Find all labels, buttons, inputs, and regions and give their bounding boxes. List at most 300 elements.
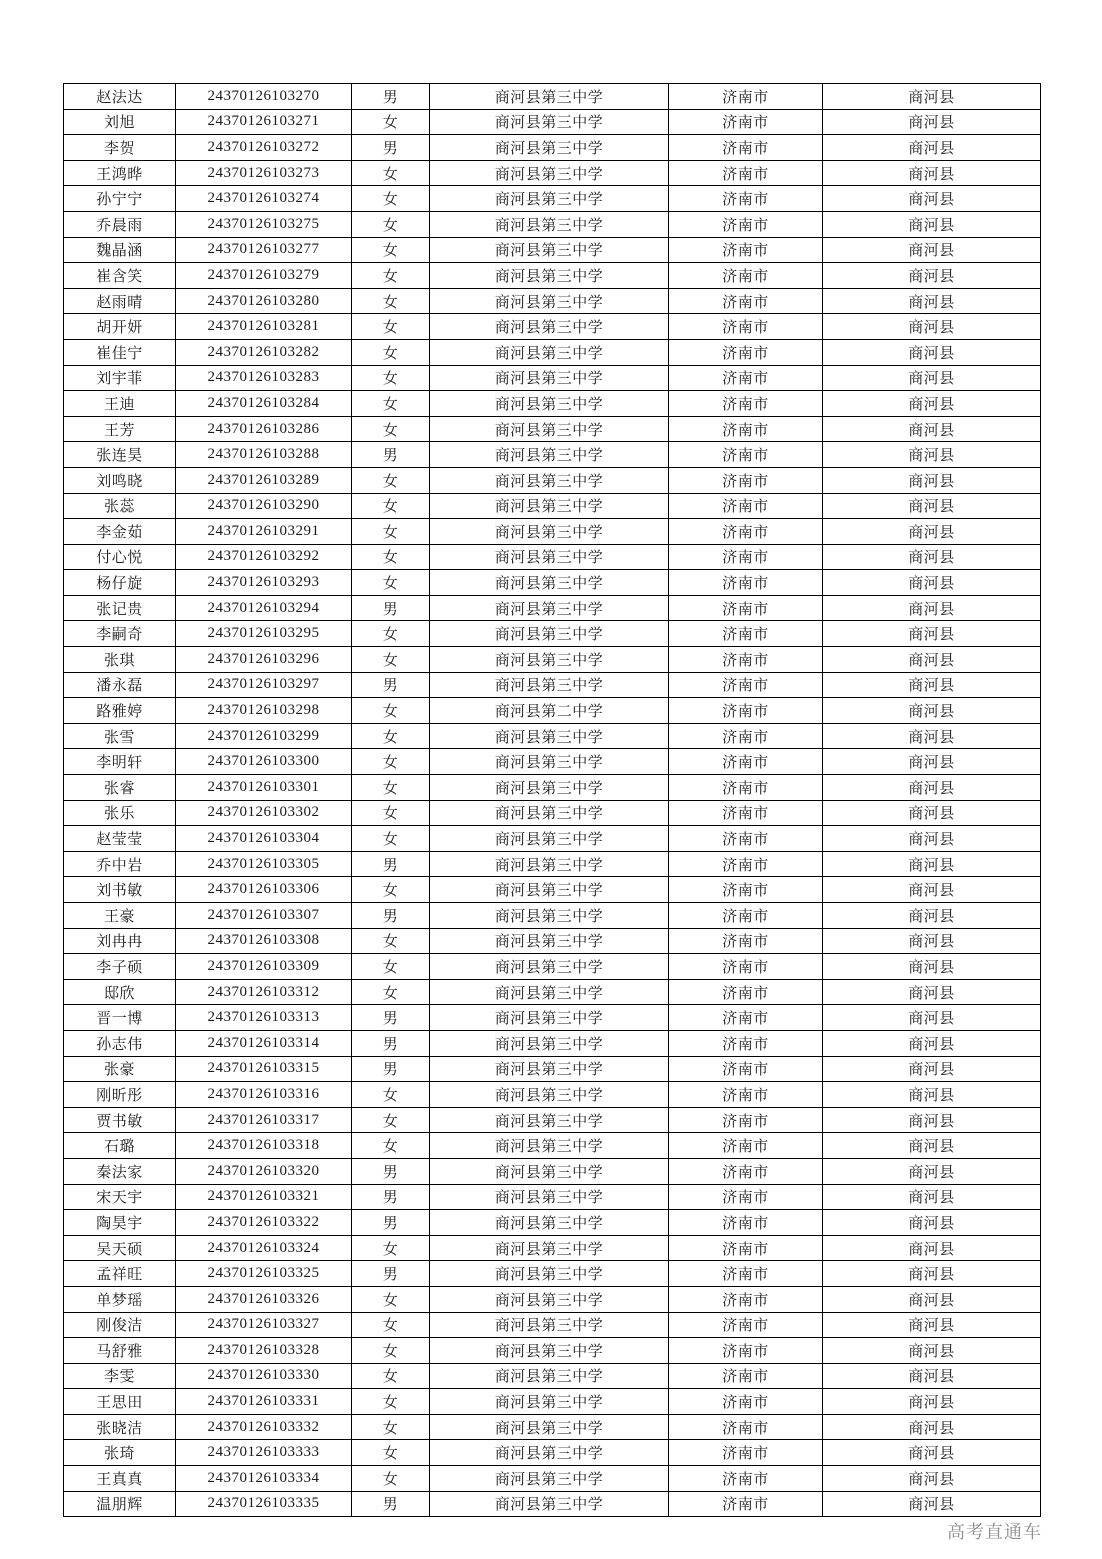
cell-name: 杨仔旋 [64,570,176,596]
cell-gender: 男 [352,1030,430,1056]
table-row [64,1107,1041,1133]
cell-county: 商河县 [823,1056,1041,1082]
cell-id_number: 24370126103275 [176,211,352,237]
cell-gender: 女 [352,1107,430,1133]
cell-city: 济南市 [669,800,823,826]
cell-name: 刚俊洁 [64,1312,176,1338]
cell-id_number: 24370126103282 [176,339,352,365]
cell-name: 潘永磊 [64,672,176,698]
cell-id_number: 24370126103280 [176,288,352,314]
cell-name: 秦法家 [64,1158,176,1184]
table-row [64,954,1041,980]
cell-gender: 男 [352,903,430,929]
cell-gender: 女 [352,1389,430,1415]
cell-id_number: 24370126103325 [176,1261,352,1287]
cell-name: 王豪 [64,903,176,929]
cell-county: 商河县 [823,1363,1041,1389]
cell-gender: 女 [352,723,430,749]
cell-school: 商河县第三中学 [430,1338,669,1364]
cell-city: 济南市 [669,237,823,263]
cell-city: 济南市 [669,186,823,212]
cell-name: 马舒雅 [64,1338,176,1364]
cell-school: 商河县第三中学 [430,1158,669,1184]
cell-school: 商河县第三中学 [430,442,669,468]
cell-name: 乔晨雨 [64,211,176,237]
cell-county: 商河县 [823,493,1041,519]
cell-county: 商河县 [823,1389,1041,1415]
cell-id_number: 24370126103317 [176,1107,352,1133]
cell-id_number: 24370126103332 [176,1414,352,1440]
cell-school: 商河县第三中学 [430,595,669,621]
cell-county: 商河县 [823,621,1041,647]
cell-city: 济南市 [669,621,823,647]
cell-school: 商河县第三中学 [430,288,669,314]
cell-name: 张连昊 [64,442,176,468]
cell-gender: 女 [352,647,430,673]
cell-city: 济南市 [669,1261,823,1287]
cell-county: 商河县 [823,1107,1041,1133]
table-row [64,1466,1041,1492]
cell-gender: 女 [352,160,430,186]
cell-county: 商河县 [823,1338,1041,1364]
cell-city: 济南市 [669,416,823,442]
cell-name: 李贺 [64,135,176,161]
table-row [64,263,1041,289]
cell-name: 张蕊 [64,493,176,519]
cell-county: 商河县 [823,1082,1041,1108]
cell-school: 商河县第三中学 [430,954,669,980]
cell-county: 商河县 [823,1133,1041,1159]
cell-name: 邸欣 [64,979,176,1005]
cell-city: 济南市 [669,1082,823,1108]
cell-city: 济南市 [669,570,823,596]
cell-school: 商河县第三中学 [430,519,669,545]
cell-city: 济南市 [669,135,823,161]
cell-id_number: 24370126103297 [176,672,352,698]
cell-school: 商河县第三中学 [430,1414,669,1440]
student-table-body [64,84,1041,1517]
table-row [64,698,1041,724]
cell-id_number: 24370126103333 [176,1440,352,1466]
cell-county: 商河县 [823,160,1041,186]
cell-county: 商河县 [823,314,1041,340]
cell-gender: 女 [352,211,430,237]
table-row [64,903,1041,929]
cell-name: 张记贵 [64,595,176,621]
table-row [64,1082,1041,1108]
cell-school: 商河县第三中学 [430,263,669,289]
cell-city: 济南市 [669,1158,823,1184]
cell-gender: 女 [352,493,430,519]
cell-city: 济南市 [669,954,823,980]
cell-city: 济南市 [669,314,823,340]
cell-county: 商河县 [823,467,1041,493]
cell-school: 商河县第三中学 [430,903,669,929]
table-row [64,595,1041,621]
cell-id_number: 24370126103290 [176,493,352,519]
cell-id_number: 24370126103299 [176,723,352,749]
table-row [64,519,1041,545]
cell-city: 济南市 [669,826,823,852]
cell-school: 商河县第三中学 [430,826,669,852]
cell-id_number: 24370126103295 [176,621,352,647]
cell-id_number: 24370126103334 [176,1466,352,1492]
cell-county: 商河县 [823,1261,1041,1287]
cell-school: 商河县第三中学 [430,1184,669,1210]
cell-gender: 女 [352,1440,430,1466]
cell-city: 济南市 [669,84,823,110]
cell-name: 乔中岩 [64,851,176,877]
cell-school: 商河县第三中学 [430,416,669,442]
cell-city: 济南市 [669,1466,823,1492]
cell-gender: 男 [352,442,430,468]
cell-id_number: 24370126103330 [176,1363,352,1389]
cell-county: 商河县 [823,647,1041,673]
cell-gender: 女 [352,749,430,775]
table-row [64,1235,1041,1261]
cell-school: 商河县第三中学 [430,775,669,801]
cell-school: 商河县第三中学 [430,186,669,212]
cell-city: 济南市 [669,339,823,365]
cell-gender: 女 [352,1312,430,1338]
cell-name: 刘宇菲 [64,365,176,391]
cell-county: 商河县 [823,1466,1041,1492]
cell-name: 张雪 [64,723,176,749]
cell-id_number: 24370126103291 [176,519,352,545]
cell-id_number: 24370126103312 [176,979,352,1005]
cell-school: 商河县第三中学 [430,1440,669,1466]
cell-name: 崔含笑 [64,263,176,289]
cell-id_number: 24370126103273 [176,160,352,186]
cell-city: 济南市 [669,442,823,468]
cell-school: 商河县第三中学 [430,1082,669,1108]
cell-id_number: 24370126103309 [176,954,352,980]
cell-name: 李金茹 [64,519,176,545]
table-row [64,1158,1041,1184]
cell-city: 济南市 [669,1363,823,1389]
cell-gender: 男 [352,1056,430,1082]
table-row [64,1286,1041,1312]
table-row [64,1210,1041,1236]
cell-id_number: 24370126103318 [176,1133,352,1159]
cell-county: 商河县 [823,1440,1041,1466]
cell-county: 商河县 [823,186,1041,212]
cell-id_number: 24370126103283 [176,365,352,391]
cell-school: 商河县第三中学 [430,467,669,493]
cell-school: 商河县第三中学 [430,211,669,237]
cell-gender: 女 [352,775,430,801]
cell-county: 商河县 [823,749,1041,775]
cell-gender: 女 [352,1414,430,1440]
cell-name: 刘旭 [64,109,176,135]
cell-school: 商河县第三中学 [430,1005,669,1031]
cell-school: 商河县第三中学 [430,928,669,954]
table-row [64,211,1041,237]
cell-name: 李嗣奇 [64,621,176,647]
cell-id_number: 24370126103315 [176,1056,352,1082]
cell-school: 商河县第三中学 [430,851,669,877]
cell-city: 济南市 [669,1056,823,1082]
cell-name: 张豪 [64,1056,176,1082]
cell-city: 济南市 [669,263,823,289]
table-row [64,928,1041,954]
cell-city: 济南市 [669,1312,823,1338]
cell-school: 商河县第三中学 [430,1107,669,1133]
cell-county: 商河县 [823,800,1041,826]
cell-id_number: 24370126103327 [176,1312,352,1338]
cell-gender: 女 [352,1466,430,1492]
cell-city: 济南市 [669,775,823,801]
table-row [64,1389,1041,1415]
cell-gender: 女 [352,186,430,212]
cell-school: 商河县第三中学 [430,1056,669,1082]
table-row [64,1312,1041,1338]
table-row [64,416,1041,442]
table-row [64,314,1041,340]
cell-county: 商河县 [823,135,1041,161]
cell-county: 商河县 [823,109,1041,135]
watermark-text: 高考直通车 [947,1522,1042,1542]
table-row [64,544,1041,570]
cell-county: 商河县 [823,903,1041,929]
cell-county: 商河县 [823,595,1041,621]
cell-gender: 女 [352,800,430,826]
cell-gender: 女 [352,928,430,954]
table-row [64,749,1041,775]
cell-school: 商河县第三中学 [430,723,669,749]
cell-name: 吴天硕 [64,1235,176,1261]
cell-county: 商河县 [823,263,1041,289]
cell-gender: 男 [352,851,430,877]
cell-gender: 女 [352,519,430,545]
cell-county: 商河县 [823,519,1041,545]
cell-county: 商河县 [823,1491,1041,1517]
cell-id_number: 24370126103331 [176,1389,352,1415]
cell-school: 商河县第三中学 [430,1466,669,1492]
cell-name: 张晓洁 [64,1414,176,1440]
cell-gender: 女 [352,877,430,903]
cell-school: 商河县第三中学 [430,365,669,391]
cell-county: 商河县 [823,1210,1041,1236]
cell-city: 济南市 [669,698,823,724]
cell-gender: 女 [352,391,430,417]
cell-name: 李明轩 [64,749,176,775]
cell-school: 商河县第三中学 [430,1235,669,1261]
cell-gender: 男 [352,1158,430,1184]
cell-gender: 女 [352,544,430,570]
cell-county: 商河县 [823,391,1041,417]
cell-county: 商河县 [823,826,1041,852]
cell-city: 济南市 [669,1491,823,1517]
table-row [64,1491,1041,1517]
cell-name: 路雅婷 [64,698,176,724]
table-row [64,775,1041,801]
cell-name: 李雯 [64,1363,176,1389]
table-row [64,979,1041,1005]
cell-id_number: 24370126103300 [176,749,352,775]
cell-city: 济南市 [669,647,823,673]
cell-id_number: 24370126103286 [176,416,352,442]
cell-school: 商河县第三中学 [430,160,669,186]
cell-name: 温朋辉 [64,1491,176,1517]
cell-gender: 女 [352,237,430,263]
cell-county: 商河县 [823,1414,1041,1440]
cell-gender: 男 [352,1261,430,1287]
cell-id_number: 24370126103316 [176,1082,352,1108]
cell-city: 济南市 [669,1235,823,1261]
cell-county: 商河县 [823,1286,1041,1312]
cell-id_number: 24370126103301 [176,775,352,801]
cell-name: 王鸿晔 [64,160,176,186]
cell-county: 商河县 [823,1005,1041,1031]
cell-city: 济南市 [669,1286,823,1312]
cell-city: 济南市 [669,1005,823,1031]
cell-id_number: 24370126103335 [176,1491,352,1517]
cell-name: 孟祥旺 [64,1261,176,1287]
cell-gender: 女 [352,979,430,1005]
table-row [64,723,1041,749]
cell-school: 商河县第三中学 [430,1210,669,1236]
cell-id_number: 24370126103270 [176,84,352,110]
table-row [64,1338,1041,1364]
cell-name: 李子硕 [64,954,176,980]
cell-county: 商河县 [823,851,1041,877]
cell-county: 商河县 [823,237,1041,263]
cell-id_number: 24370126103272 [176,135,352,161]
table-row [64,672,1041,698]
cell-gender: 女 [352,467,430,493]
cell-gender: 男 [352,1184,430,1210]
cell-name: 赵莹莹 [64,826,176,852]
cell-name: 刚昕彤 [64,1082,176,1108]
cell-county: 商河县 [823,365,1041,391]
table-row [64,1184,1041,1210]
cell-id_number: 24370126103314 [176,1030,352,1056]
cell-city: 济南市 [669,595,823,621]
cell-school: 商河县第三中学 [430,544,669,570]
cell-name: 张琦 [64,1440,176,1466]
cell-name: 张乐 [64,800,176,826]
cell-name: 孙志伟 [64,1030,176,1056]
cell-city: 济南市 [669,877,823,903]
cell-city: 济南市 [669,1389,823,1415]
cell-city: 济南市 [669,1133,823,1159]
cell-county: 商河县 [823,775,1041,801]
cell-school: 商河县第三中学 [430,1030,669,1056]
cell-school: 商河县第三中学 [430,1133,669,1159]
cell-city: 济南市 [669,211,823,237]
cell-id_number: 24370126103322 [176,1210,352,1236]
cell-id_number: 24370126103306 [176,877,352,903]
cell-id_number: 24370126103279 [176,263,352,289]
cell-name: 单梦瑶 [64,1286,176,1312]
cell-gender: 女 [352,570,430,596]
table-row [64,442,1041,468]
cell-gender: 男 [352,1491,430,1517]
table-row [64,391,1041,417]
cell-name: 王迪 [64,391,176,417]
cell-name: 崔佳宁 [64,339,176,365]
table-row [64,186,1041,212]
cell-name: 赵雨晴 [64,288,176,314]
cell-school: 商河县第三中学 [430,339,669,365]
cell-id_number: 24370126103308 [176,928,352,954]
cell-gender: 男 [352,84,430,110]
table-row [64,851,1041,877]
cell-city: 济南市 [669,1414,823,1440]
cell-id_number: 24370126103298 [176,698,352,724]
cell-county: 商河县 [823,1158,1041,1184]
cell-id_number: 24370126103321 [176,1184,352,1210]
cell-city: 济南市 [669,1107,823,1133]
cell-gender: 女 [352,1235,430,1261]
cell-id_number: 24370126103294 [176,595,352,621]
cell-gender: 男 [352,1005,430,1031]
cell-name: 刘书敏 [64,877,176,903]
cell-id_number: 24370126103271 [176,109,352,135]
cell-gender: 女 [352,1286,430,1312]
table-row [64,800,1041,826]
cell-gender: 女 [352,314,430,340]
cell-city: 济南市 [669,851,823,877]
cell-name: 贾书敏 [64,1107,176,1133]
cell-city: 济南市 [669,493,823,519]
cell-school: 商河县第三中学 [430,1363,669,1389]
table-row [64,109,1041,135]
cell-name: 孙宁宁 [64,186,176,212]
table-row [64,288,1041,314]
cell-school: 商河县第三中学 [430,237,669,263]
table-row [64,467,1041,493]
cell-gender: 女 [352,1133,430,1159]
table-row [64,237,1041,263]
table-row [64,1005,1041,1031]
cell-county: 商河县 [823,570,1041,596]
cell-city: 济南市 [669,160,823,186]
cell-gender: 女 [352,263,430,289]
table-row [64,570,1041,596]
cell-gender: 女 [352,1338,430,1364]
cell-gender: 女 [352,288,430,314]
cell-id_number: 24370126103305 [176,851,352,877]
cell-city: 济南市 [669,1030,823,1056]
cell-school: 商河县第三中学 [430,979,669,1005]
cell-gender: 男 [352,1210,430,1236]
table-row [64,647,1041,673]
cell-city: 济南市 [669,365,823,391]
cell-id_number: 24370126103324 [176,1235,352,1261]
cell-county: 商河县 [823,928,1041,954]
cell-gender: 女 [352,109,430,135]
cell-school: 商河县第三中学 [430,109,669,135]
cell-id_number: 24370126103304 [176,826,352,852]
cell-gender: 女 [352,954,430,980]
cell-county: 商河县 [823,84,1041,110]
cell-school: 商河县第三中学 [430,621,669,647]
cell-id_number: 24370126103328 [176,1338,352,1364]
table-row [64,1056,1041,1082]
table-row [64,1030,1041,1056]
cell-school: 商河县第三中学 [430,877,669,903]
cell-school: 商河县第三中学 [430,1286,669,1312]
cell-name: 张琪 [64,647,176,673]
table-row [64,339,1041,365]
cell-id_number: 24370126103293 [176,570,352,596]
cell-county: 商河县 [823,211,1041,237]
cell-name: 石璐 [64,1133,176,1159]
cell-id_number: 24370126103302 [176,800,352,826]
cell-gender: 男 [352,135,430,161]
